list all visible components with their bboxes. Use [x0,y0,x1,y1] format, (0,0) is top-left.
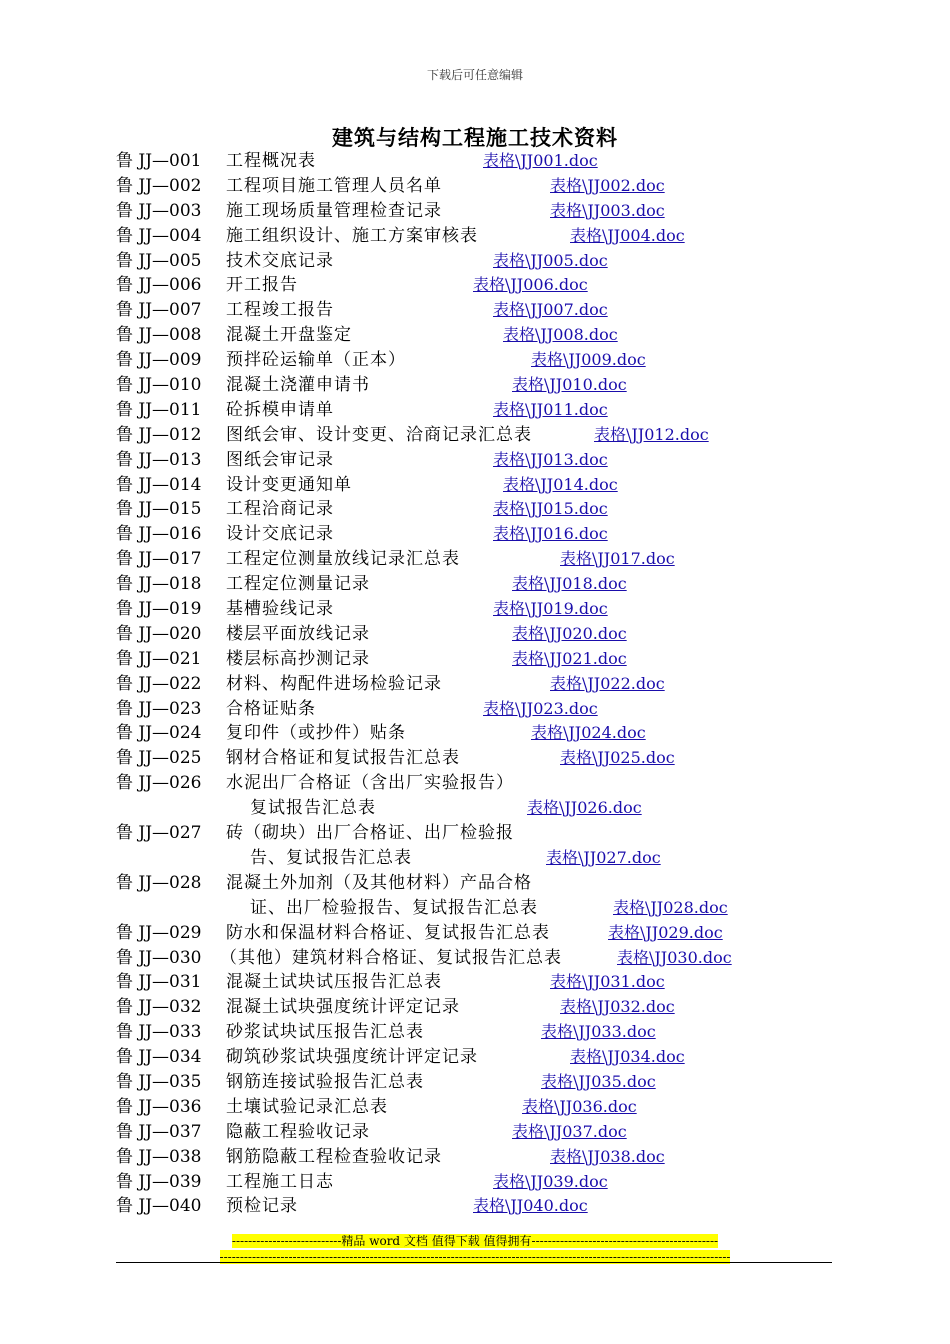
list-item [0,373,950,398]
form-code: 鲁 JJ—020 [116,623,202,644]
list-item [0,572,950,597]
list-item [0,1070,950,1095]
form-file-link[interactable]: 表格\JJ032.doc [560,997,675,1017]
list-item [0,746,950,771]
list-item [0,921,950,946]
list-item [0,497,950,522]
form-name: 图纸会审、设计变更、洽商记录汇总表 [226,424,532,445]
form-code: 鲁 JJ—010 [116,375,202,396]
form-code: 鲁 JJ—006 [116,275,202,296]
list-item [0,597,950,622]
form-code: 鲁 JJ—019 [116,599,202,620]
form-name: 钢筋连接试验报告汇总表 [226,1071,424,1092]
form-code: 鲁 JJ—035 [116,1071,202,1092]
form-file-link[interactable]: 表格\JJ016.doc [493,524,608,544]
form-name: 设计交底记录 [226,524,334,545]
list-item [0,647,950,672]
form-file-link[interactable]: 表格\JJ040.doc [473,1196,588,1216]
form-name: 工程项目施工管理人员名单 [226,175,442,196]
form-name: 工程定位测量记录 [226,574,370,595]
form-name: 土壤试验记录汇总表 [226,1096,388,1117]
list-item [0,1145,950,1170]
list-item [0,448,950,473]
form-code: 鲁 JJ—039 [116,1171,202,1192]
form-code: 鲁 JJ—024 [116,723,202,744]
form-code: 鲁 JJ—026 [116,773,202,794]
form-name: 混凝土外加剂（及其他材料）产品合格 [226,872,532,893]
form-file-link[interactable]: 表格\JJ014.doc [503,474,618,494]
form-code: 鲁 JJ—031 [116,972,202,993]
list-item [0,896,950,921]
list-item [0,348,950,373]
form-code: 鲁 JJ—025 [116,748,202,769]
form-name: 防水和保温材料合格证、复试报告汇总表 [226,922,550,943]
list-item [0,224,950,249]
list-item [0,771,950,796]
list-item [0,1194,950,1219]
form-name: 开工报告 [226,275,298,296]
form-file-link[interactable]: 表格\JJ036.doc [522,1096,637,1116]
form-code: 鲁 JJ—033 [116,1022,202,1043]
form-name: 钢材合格证和复试报告汇总表 [226,748,460,769]
form-name: 水泥出厂合格证（含出厂实验报告） [226,773,514,794]
form-name: 设计变更通知单 [226,474,352,495]
form-code: 鲁 JJ—030 [116,947,202,968]
form-name: 技术交底记录 [226,250,334,271]
list-item [0,721,950,746]
list-item [0,796,950,821]
form-file-link[interactable]: 表格\JJ001.doc [483,151,598,170]
form-name: 砌筑砂浆试块强度统计评定记录 [226,1047,478,1068]
form-name: 混凝土试块强度统计评定记录 [226,997,460,1018]
form-file-link[interactable]: 表格\JJ030.doc [617,947,732,967]
form-file-link[interactable]: 表格\JJ012.doc [594,424,709,444]
form-code: 鲁 JJ—014 [116,474,202,495]
form-code: 鲁 JJ—021 [116,648,202,669]
list-item [0,946,950,971]
form-code: 鲁 JJ—003 [116,200,202,221]
list-item [0,473,950,498]
form-code: 鲁 JJ—036 [116,1096,202,1117]
list-item [0,1170,950,1195]
form-file-link[interactable]: 表格\JJ015.doc [493,499,608,519]
form-name: 工程定位测量放线记录汇总表 [226,549,460,570]
list-item [0,298,950,323]
list-item [0,1095,950,1120]
form-name: 工程洽商记录 [226,499,334,520]
form-name: 基槽验线记录 [226,599,334,620]
list-item [0,846,950,871]
form-file-link[interactable]: 表格\JJ018.doc [512,574,627,594]
form-name: 混凝土试块试压报告汇总表 [226,972,442,993]
form-name: 隐蔽工程验收记录 [226,1121,370,1142]
form-code: 鲁 JJ—001 [116,151,202,171]
form-code: 鲁 JJ—012 [116,424,202,445]
form-file-link[interactable]: 表格\JJ035.doc [541,1071,656,1091]
form-code: 鲁 JJ—029 [116,922,202,943]
form-file-link[interactable]: 表格\JJ029.doc [608,922,723,942]
form-file-link[interactable]: 表格\JJ023.doc [483,698,598,718]
list-item [0,273,950,298]
form-code: 鲁 JJ—004 [116,225,202,246]
form-code: 鲁 JJ—013 [116,449,202,470]
list-item [0,1045,950,1070]
form-file-link[interactable]: 表格\JJ022.doc [550,673,665,693]
form-name: 证、出厂检验报告、复试报告汇总表 [250,897,538,918]
form-name: 钢筋隐蔽工程检查验收记录 [226,1146,442,1167]
form-file-link[interactable]: 表格\JJ005.doc [493,250,608,270]
form-code: 鲁 JJ—023 [116,698,202,719]
form-name: 工程概况表 [226,151,316,171]
form-code: 鲁 JJ—005 [116,250,202,271]
form-code: 鲁 JJ—037 [116,1121,202,1142]
form-name: 施工现场质量管理检查记录 [226,200,442,221]
form-file-link[interactable]: 表格\JJ038.doc [550,1146,665,1166]
form-file-link[interactable]: 表格\JJ025.doc [560,748,675,768]
form-code: 鲁 JJ—040 [116,1196,202,1217]
list-item [0,423,950,448]
form-name: 楼层标高抄测记录 [226,648,370,669]
form-code: 鲁 JJ—011 [116,399,202,420]
header-note: 下载后可任意编辑 [426,68,523,82]
list-item [0,149,950,174]
form-file-link[interactable]: 表格\JJ017.doc [560,549,675,569]
form-file-link[interactable]: 表格\JJ003.doc [550,200,665,220]
form-file-link[interactable]: 表格\JJ004.doc [570,225,685,245]
form-file-link[interactable]: 表格\JJ021.doc [512,648,627,668]
form-code: 鲁 JJ—016 [116,524,202,545]
form-name: 砂浆试块试压报告汇总表 [226,1022,424,1043]
form-file-link[interactable]: 表格\JJ020.doc [512,623,627,643]
form-name: 工程施工日志 [226,1171,334,1192]
form-file-link[interactable]: 表格\JJ024.doc [531,723,646,743]
list-item [0,323,950,348]
form-code: 鲁 JJ—017 [116,549,202,570]
list-item [0,522,950,547]
form-file-link[interactable]: 表格\JJ007.doc [493,300,608,320]
form-code: 鲁 JJ—009 [116,350,202,371]
document-title: 建筑与结构工程施工技术资料 [332,125,618,150]
form-code: 鲁 JJ—002 [116,175,202,196]
list-item [0,995,950,1020]
form-file-link[interactable]: 表格\JJ028.doc [613,897,728,917]
form-name: （其他）建筑材料合格证、复试报告汇总表 [220,947,562,968]
list-item [0,199,950,224]
list-item [0,871,950,896]
form-file-link[interactable]: 表格\JJ034.doc [570,1047,685,1067]
form-code: 鲁 JJ—015 [116,499,202,520]
form-name: 预拌砼运输单（正本） [226,350,406,371]
form-name: 施工组织设计、施工方案审核表 [226,225,478,246]
form-name: 材料、构配件进场检验记录 [226,673,442,694]
form-index-list [0,149,950,1219]
form-file-link[interactable]: 表格\JJ037.doc [512,1121,627,1141]
form-code: 鲁 JJ—038 [116,1146,202,1167]
form-file-link[interactable]: 表格\JJ019.doc [493,599,608,619]
list-item [0,547,950,572]
list-item [0,970,950,995]
footer-rule [116,1262,832,1263]
form-name: 预检记录 [226,1196,298,1217]
form-code: 鲁 JJ—032 [116,997,202,1018]
footer-text-2: ------------------------------------------------------------------------------------------------------------------------------ [219,1250,731,1264]
form-file-link[interactable]: 表格\JJ010.doc [512,375,627,395]
list-item [0,622,950,647]
form-file-link[interactable]: 表格\JJ031.doc [550,972,665,992]
form-file-link[interactable]: 表格\JJ006.doc [473,275,588,295]
form-code: 鲁 JJ—034 [116,1047,202,1068]
form-name: 楼层平面放线记录 [226,623,370,644]
list-item [0,1020,950,1045]
form-file-link[interactable]: 表格\JJ013.doc [493,449,608,469]
form-name: 复试报告汇总表 [250,798,376,819]
form-name: 合格证贴条 [226,698,316,719]
list-item [0,398,950,423]
form-code: 鲁 JJ—008 [116,325,202,346]
list-item [0,249,950,274]
list-item [0,174,950,199]
list-item [0,1120,950,1145]
form-name: 工程竣工报告 [226,300,334,321]
form-name: 混凝土开盘鉴定 [226,325,352,346]
form-code: 鲁 JJ—018 [116,574,202,595]
form-file-link[interactable]: 表格\JJ009.doc [531,350,646,370]
form-code: 鲁 JJ—028 [116,872,202,893]
form-name: 砖（砌块）出厂合格证、出厂检验报 [226,823,514,844]
form-code: 鲁 JJ—027 [116,823,202,844]
list-item [0,697,950,722]
form-name: 砼拆模申请单 [226,399,334,420]
form-name: 复印件（或抄件）贴条 [226,723,406,744]
form-file-link[interactable]: 表格\JJ039.doc [493,1171,608,1191]
form-code: 鲁 JJ—007 [116,300,202,321]
form-file-link[interactable]: 表格\JJ008.doc [503,325,618,345]
list-item [0,672,950,697]
form-name: 混凝土浇灌申请书 [226,375,370,396]
form-name: 图纸会审记录 [226,449,334,470]
form-file-link[interactable]: 表格\JJ011.doc [493,399,608,419]
list-item [0,821,950,846]
form-file-link[interactable]: 表格\JJ033.doc [541,1022,656,1042]
form-file-link[interactable]: 表格\JJ026.doc [527,798,642,818]
form-code: 鲁 JJ—022 [116,673,202,694]
form-file-link[interactable]: 表格\JJ002.doc [550,175,665,195]
footer-text-1: ---------------------------精品 word 文档 值得下载 值得拥有---------------------------------------------- [231,1234,719,1248]
form-file-link[interactable]: 表格\JJ027.doc [546,847,661,867]
form-name: 告、复试报告汇总表 [250,847,412,868]
